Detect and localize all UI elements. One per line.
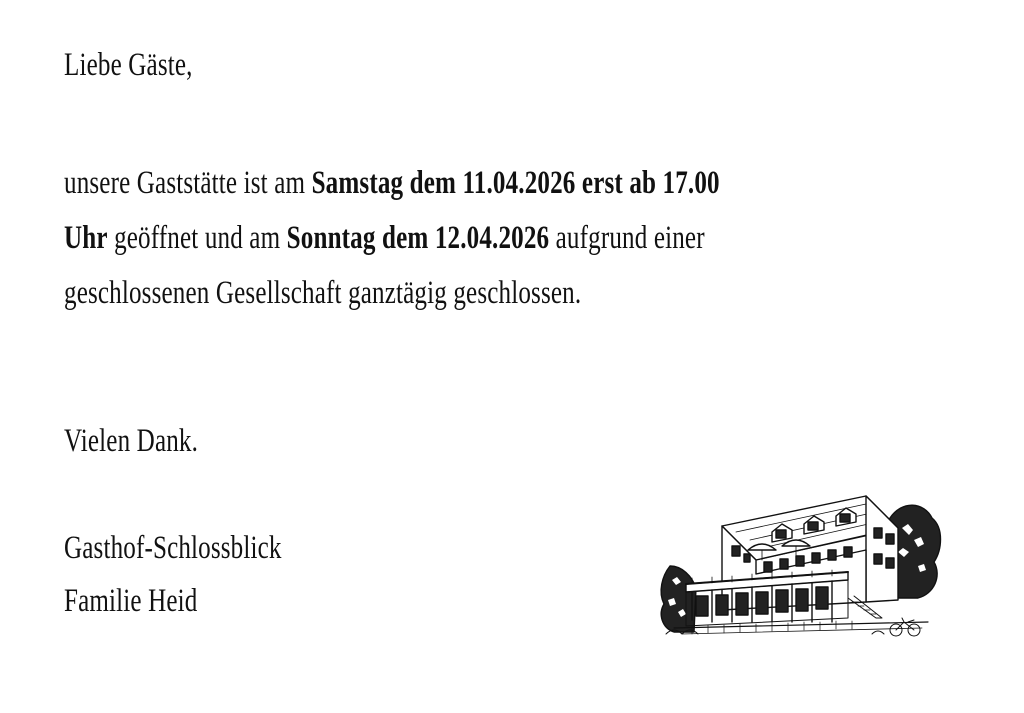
greeting: Liebe Gäste, bbox=[64, 47, 193, 83]
saturday-notice: Samstag dem 11.04.2026 erst ab 17.00 bbox=[311, 165, 720, 201]
body-line-1 bbox=[64, 156, 748, 211]
sunday-notice: Sonntag dem 12.04.2026 bbox=[286, 220, 550, 256]
body-line-3: geschlossenen Gesellschaft ganztägig geschlossen. bbox=[64, 275, 582, 311]
signature-name: Gasthof-Schlossblick bbox=[64, 530, 282, 566]
body-line-2-text: geöffnet und am bbox=[107, 220, 287, 256]
notice-body bbox=[64, 156, 964, 321]
body-line-1-text: unsere Gaststätte ist am bbox=[64, 165, 312, 201]
signature-block bbox=[64, 522, 350, 628]
inn-building-sketch-icon bbox=[652, 488, 948, 646]
saturday-time-unit: Uhr bbox=[64, 220, 108, 256]
body-line-2 bbox=[64, 211, 748, 266]
thanks-block bbox=[64, 414, 240, 469]
notice-text bbox=[64, 38, 964, 321]
signature-family: Familie Heid bbox=[64, 583, 198, 619]
body-line-2-end: aufgrund einer bbox=[549, 220, 705, 256]
thanks-text: Vielen Dank. bbox=[64, 423, 199, 459]
